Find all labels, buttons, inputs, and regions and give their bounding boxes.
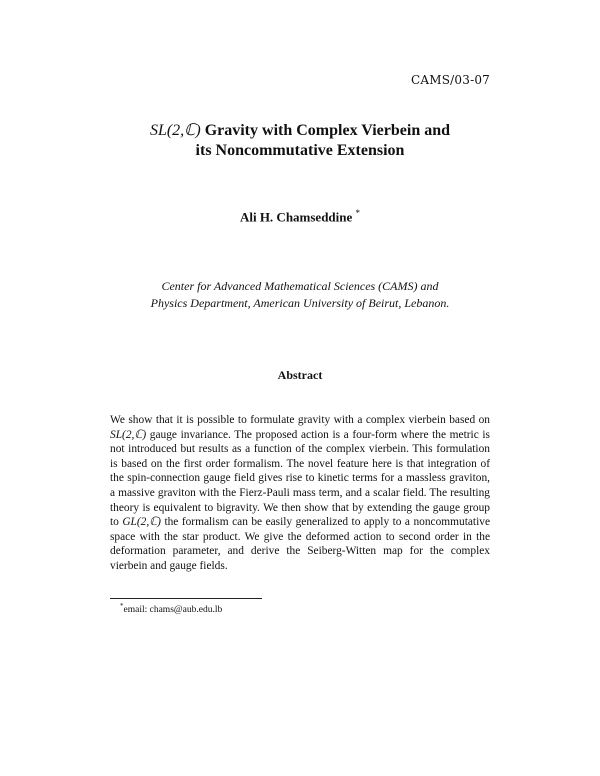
report-number: CAMS/03-07 xyxy=(411,73,490,87)
author-name: Ali H. Chamseddine xyxy=(239,209,353,225)
footnote-email: email: chams@aub.edu.lb xyxy=(123,605,223,616)
title-line1: Gravity with Complex Vierbein and xyxy=(200,122,451,139)
abstract-heading: Abstract xyxy=(277,368,323,382)
abstract-math-sl2c: SL(2,ℂ) xyxy=(110,428,147,441)
author xyxy=(60,208,540,225)
author-footnote-mark: * xyxy=(355,208,361,218)
footnote-divider xyxy=(110,598,262,599)
footnote-mark: * xyxy=(120,602,124,610)
title-math-group: SL(2,ℂ) xyxy=(149,122,201,139)
abstract-body xyxy=(110,413,490,574)
title-line2: its Noncommutative Extension xyxy=(195,142,405,159)
affiliation-line1: Center for Advanced Mathematical Sciences (CAMS) and xyxy=(161,279,439,293)
abstract-text-2: gauge invariance. The proposed action is a four-form where the metric is not introduced but results as a function of the complex vierbein. This formulation is based on the first order formalism. The novel feature here is that integration of the spin-connection gauge field gives rise to kinetic terms for a massless graviton, a massive graviton with the Fierz-Pauli mass term, and a scalar field. The resulting theory is equivalent to bigravity. We then show that by extending the gauge group to xyxy=(110,428,490,529)
paper-title xyxy=(60,121,540,161)
abstract-text-1: We show that it is possible to formulate gravity with a complex vierbein based on xyxy=(110,414,490,426)
affiliation-line2: Physics Department, American University of Beirut, Lebanon. xyxy=(150,296,450,310)
abstract-math-gl2c: GL(2,ℂ) xyxy=(122,516,161,529)
abstract-text-3: the formalism can be easily generalized to apply to a noncommutative space with the star product. We give the deformed action to second order in the deformation parameter, and derive the Seiberg-Witten map for the complex vierbein and gauge fields. xyxy=(110,516,490,572)
affiliation xyxy=(60,278,540,312)
footnote xyxy=(120,602,222,615)
